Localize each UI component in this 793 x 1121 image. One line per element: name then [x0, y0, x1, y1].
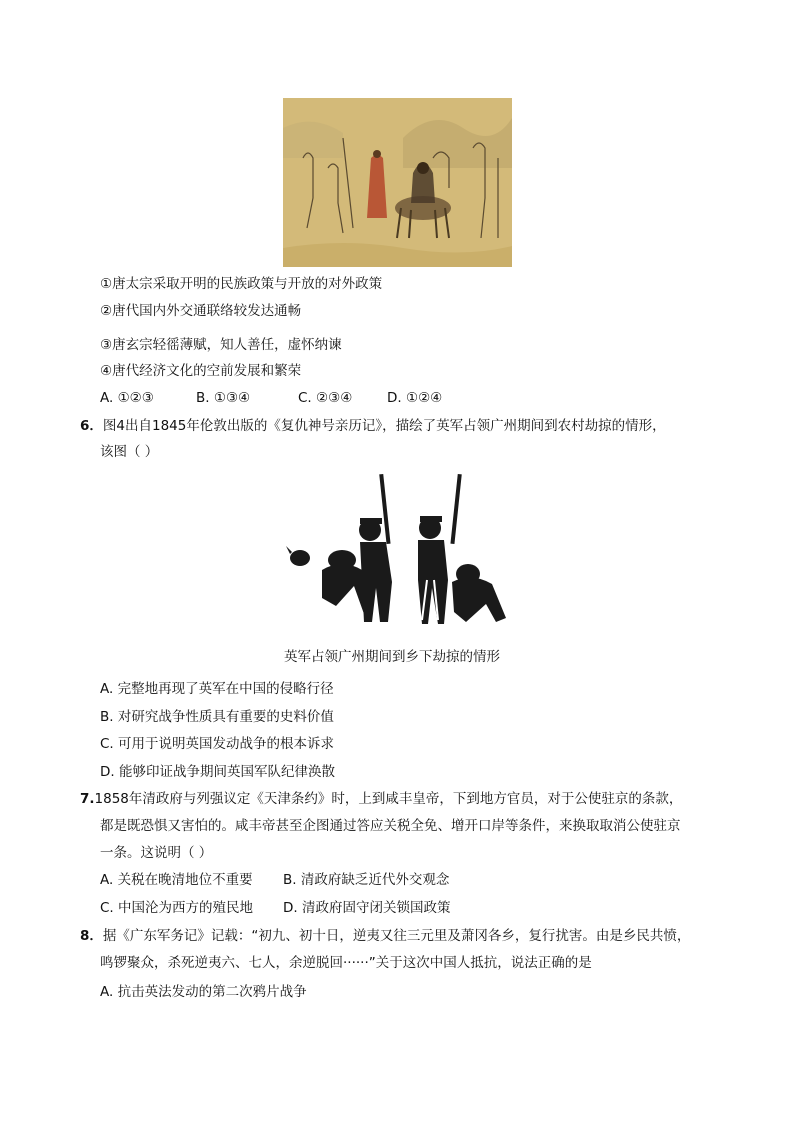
q7-stem-1: 1858年清政府与列强议定《天津条约》时，上到咸丰皇帝，下到地方官员，对于公使驻京的条款，: [94, 791, 683, 807]
q5-statement-1: ①唐太宗采取开明的民族政策与开放的对外政策: [100, 276, 383, 292]
q6-figure-caption: 英军占领广州期间到乡下劫掠的情形: [284, 649, 500, 665]
q6-choice-b[interactable]: B. 对研究战争性质具有重要的史料价值: [100, 709, 334, 725]
q7-stem-3: 一条。这说明（ ）: [100, 845, 213, 861]
q7-question-line1: [80, 790, 682, 808]
q7-choice-b[interactable]: B. 清政府缺乏近代外交观念: [283, 872, 450, 888]
q6-stem-1: 图4出自1845年伦敦出版的《复仇神号亲历记》，描绘了英军占领广州期间到农村劫掠的情形，: [102, 418, 666, 434]
q5-choice-a[interactable]: A. ①②③: [100, 390, 154, 406]
q6-choice-a[interactable]: A. 完整地再现了英军在中国的侵略行径: [100, 681, 334, 697]
q5-statement-3: ③唐玄宗轻徭薄赋，知人善任，虚怀纳谏: [100, 337, 342, 353]
q6-choice-c[interactable]: C. 可用于说明英国发动战争的根本诉求: [100, 736, 335, 752]
q5-statement-4: ④唐代经济文化的空前发展和繁荣: [100, 363, 302, 379]
q6-question-line1: [80, 417, 666, 435]
q5-statement-2: ②唐代国内外交通联络较发达通畅: [100, 303, 302, 319]
tang-painting-image: [283, 98, 512, 267]
q7-choice-c[interactable]: C. 中国沦为西方的殖民地: [100, 900, 254, 916]
q5-choice-b[interactable]: B. ①③④: [196, 390, 251, 406]
q8-stem-2: 鸣锣聚众，杀死逆夷六、七人，余逆脱回······”关于这次中国人抵抗，说法正确的是: [100, 955, 592, 971]
q8-choice-a[interactable]: A. 抗击英法发动的第二次鸦片战争: [100, 984, 307, 1000]
tang-painting-svg: [283, 98, 512, 267]
q6-choice-d[interactable]: D. 能够印证战争期间英国军队纪律涣散: [100, 764, 335, 780]
q8-question-line1: [80, 927, 690, 945]
q8-stem-1: 据《广东军务记》记载：“初九、初十日，逆夷又往三元里及萧冈各乡，复行扰害。由是乡民共愤，: [102, 928, 691, 944]
q6-number: 6．: [80, 418, 103, 434]
q7-choice-a[interactable]: A. 关税在晚清地位不重要: [100, 872, 253, 888]
q7-stem-2: 都是既恐惧又害怕的。咸丰帝甚至企图通过答应关税全免、增开口岸等条件，来换取取消公使驻京: [100, 818, 681, 834]
q5-choice-d[interactable]: D. ①②④: [387, 390, 443, 406]
q7-choice-d[interactable]: D. 清政府固守闭关锁国政策: [283, 900, 451, 916]
soldiers-svg: [282, 470, 514, 638]
q5-choice-c[interactable]: C. ②③④: [298, 390, 353, 406]
q7-number: 7.: [80, 791, 95, 807]
q6-stem-2: 该图（ ）: [100, 444, 159, 460]
q8-number: 8．: [80, 928, 103, 944]
british-soldiers-illustration: [282, 470, 514, 638]
